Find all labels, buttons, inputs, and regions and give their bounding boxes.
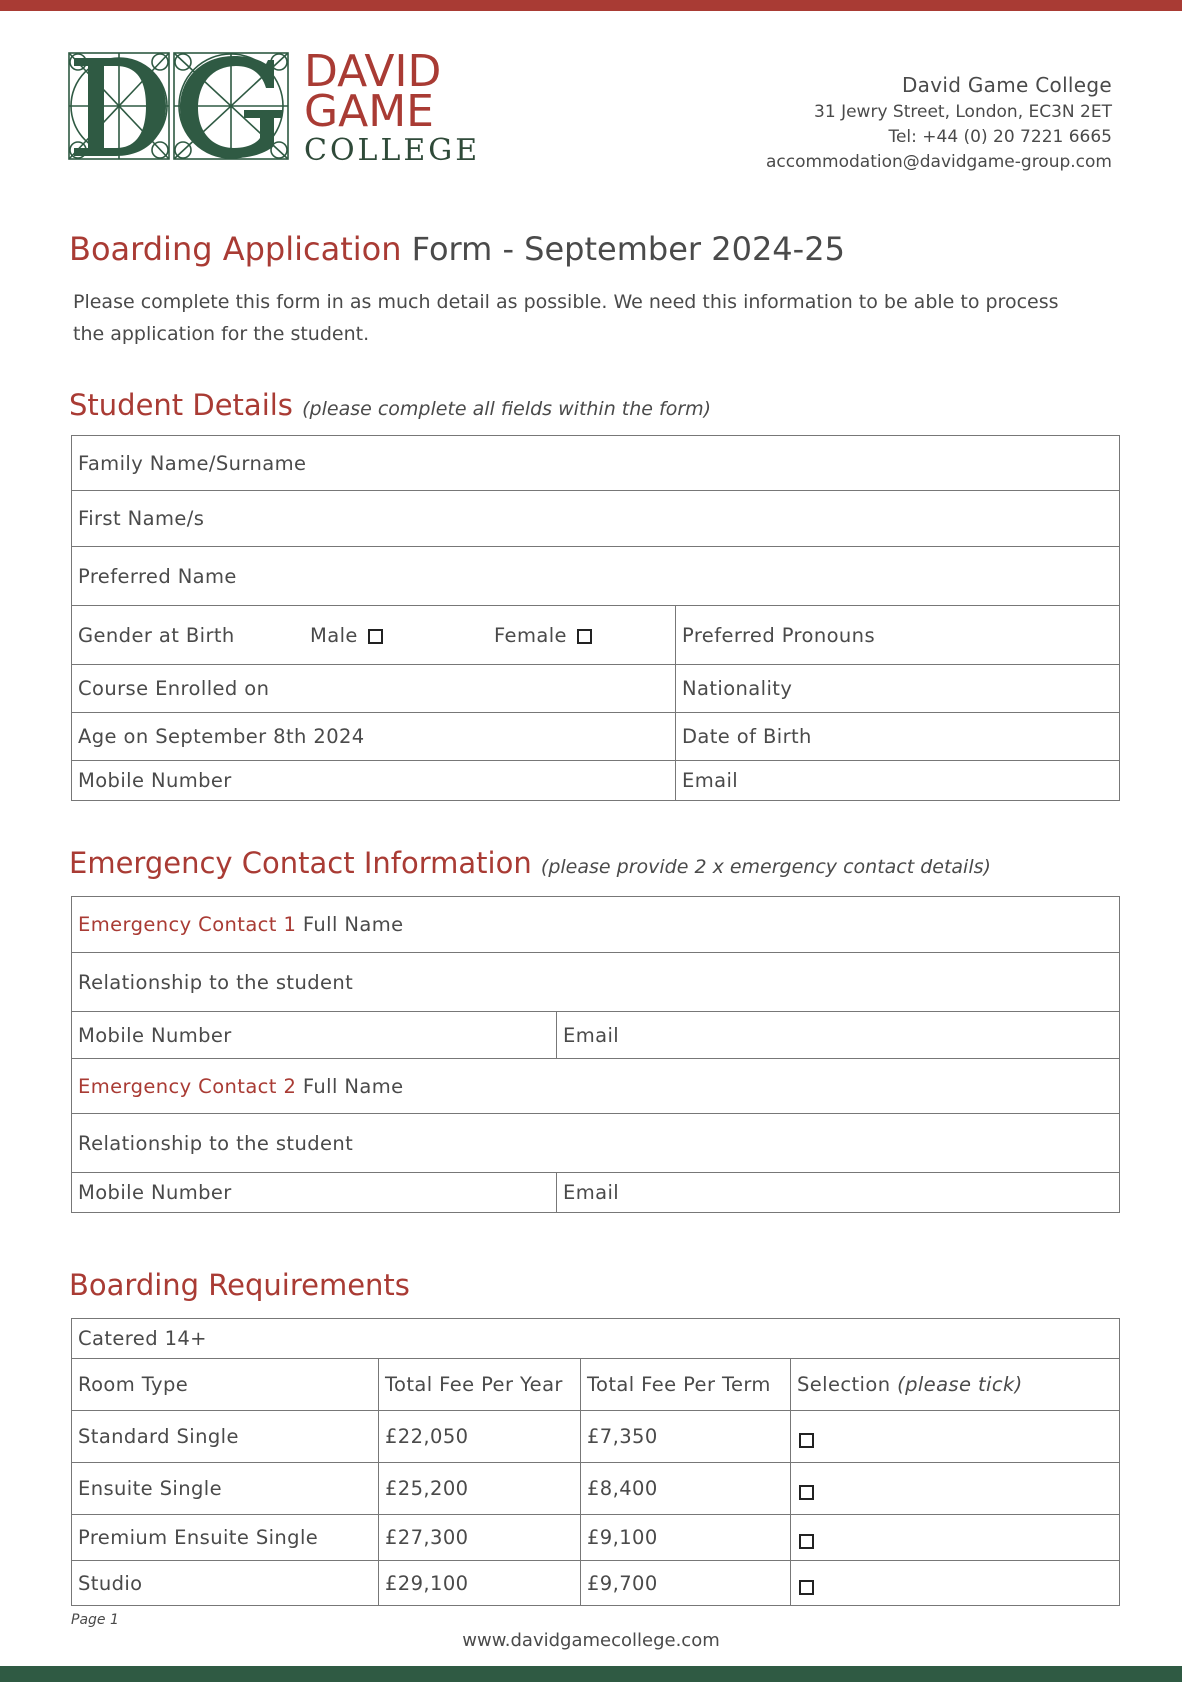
selection-note: (please tick): [897, 1373, 1023, 1396]
emergency-contact-2-name-field[interactable]: [72, 1059, 1120, 1114]
gender-at-birth-cell: [72, 606, 676, 665]
premium-ensuite-single-checkbox[interactable]: [799, 1534, 814, 1549]
logo-word-game: GAME: [304, 86, 434, 137]
college-logo: [68, 46, 481, 168]
emergency-contact-1-full-name-label: Full Name: [302, 913, 404, 936]
form-title-rest: Form - September 2024-25: [401, 230, 845, 268]
fee-per-term-cell: £9,100: [581, 1515, 791, 1561]
nationality-field[interactable]: Nationality: [676, 665, 1120, 713]
column-header-selection: [791, 1359, 1120, 1411]
boarding-requirements-heading: Boarding Requirements: [69, 1268, 410, 1302]
fee-per-term-cell: £7,350: [581, 1411, 791, 1463]
room-type-cell: Standard Single: [72, 1411, 379, 1463]
family-name-field[interactable]: Family Name/Surname: [72, 436, 1120, 491]
form-title: [69, 230, 845, 268]
student-details-title: Student Details: [69, 388, 293, 422]
fee-per-year-cell: £29,100: [379, 1561, 581, 1606]
student-details-table: [71, 435, 1120, 801]
selection-cell: [791, 1561, 1120, 1606]
fee-per-year-cell: £27,300: [379, 1515, 581, 1561]
college-phone: Tel: +44 (0) 20 7221 6665: [888, 127, 1112, 147]
emergency-contact-1-mobile-field[interactable]: Mobile Number: [72, 1012, 557, 1059]
table-row: [72, 1515, 1120, 1561]
gender-option-female[interactable]: [494, 624, 592, 647]
emergency-contact-heading: [69, 846, 991, 880]
emergency-contact-title: Emergency Contact Information: [69, 846, 532, 880]
emergency-contact-1-name-field[interactable]: [72, 897, 1120, 953]
footer-website[interactable]: www.davidgamecollege.com: [462, 1630, 720, 1651]
studio-checkbox[interactable]: [799, 1580, 814, 1595]
college-email: accommodation@davidgame-group.com: [765, 152, 1112, 172]
top-accent-bar: [0, 0, 1182, 11]
column-header-fee-per-term: Total Fee Per Term: [581, 1359, 791, 1411]
fee-per-year-cell: £22,050: [379, 1411, 581, 1463]
standard-single-checkbox[interactable]: [799, 1433, 814, 1448]
boarding-category: Catered 14+: [72, 1319, 1120, 1359]
preferred-name-field[interactable]: Preferred Name: [72, 547, 1120, 606]
column-header-room-type: Room Type: [72, 1359, 379, 1411]
female-checkbox[interactable]: [577, 629, 592, 644]
table-row: [72, 1411, 1120, 1463]
selection-cell: [791, 1411, 1120, 1463]
emergency-contact-note: (please provide 2 x emergency contact details): [540, 856, 991, 878]
student-details-heading: [69, 388, 711, 422]
selection-cell: [791, 1515, 1120, 1561]
logo-word-david: DAVID: [304, 46, 442, 97]
emergency-contact-1-email-field[interactable]: Email: [557, 1012, 1120, 1059]
page-number: Page 1: [71, 1612, 119, 1628]
male-label: Male: [310, 623, 358, 647]
emergency-contact-1-label: Emergency Contact 1: [78, 913, 297, 936]
boarding-requirements-table: [71, 1318, 1120, 1606]
course-enrolled-field[interactable]: Course Enrolled on: [72, 665, 676, 713]
emergency-contact-2-email-field[interactable]: Email: [557, 1173, 1120, 1213]
emergency-contact-1-relationship-field[interactable]: Relationship to the student: [72, 953, 1120, 1012]
age-field[interactable]: Age on September 8th 2024: [72, 713, 676, 761]
gender-option-male[interactable]: [310, 624, 494, 647]
logo-word-college: COLLEGE: [304, 133, 481, 168]
date-of-birth-field[interactable]: Date of Birth: [676, 713, 1120, 761]
college-name: David Game College: [901, 73, 1112, 97]
fee-per-year-cell: £25,200: [379, 1463, 581, 1515]
table-row: [72, 1561, 1120, 1606]
student-mobile-field[interactable]: Mobile Number: [72, 761, 676, 801]
dg-monogram-icon: [68, 52, 290, 162]
selection-cell: [791, 1463, 1120, 1515]
emergency-contact-2-mobile-field[interactable]: Mobile Number: [72, 1173, 557, 1213]
form-title-accent: Boarding Application: [69, 230, 402, 268]
table-row: [72, 1463, 1120, 1515]
fee-per-term-cell: £8,400: [581, 1463, 791, 1515]
college-address: 31 Jewry Street, London, EC3N 2ET: [814, 102, 1112, 122]
ensuite-single-checkbox[interactable]: [799, 1485, 814, 1500]
preferred-pronouns-field[interactable]: Preferred Pronouns: [676, 606, 1120, 665]
emergency-contact-table: [71, 896, 1120, 1213]
gender-label: Gender at Birth: [78, 623, 235, 647]
selection-label: Selection: [797, 1373, 891, 1396]
female-label: Female: [494, 623, 567, 647]
emergency-contact-2-label: Emergency Contact 2: [78, 1074, 297, 1098]
fee-per-term-cell: £9,700: [581, 1561, 791, 1606]
college-contact-block: [766, 70, 1112, 175]
emergency-contact-2-relationship-field[interactable]: Relationship to the student: [72, 1114, 1120, 1173]
column-header-fee-per-year: Total Fee Per Year: [379, 1359, 581, 1411]
room-type-cell: Studio: [72, 1561, 379, 1606]
room-type-cell: Premium Ensuite Single: [72, 1515, 379, 1561]
bottom-brand-bar: [0, 1666, 1182, 1682]
logo-wordmark: [304, 46, 481, 170]
room-type-cell: Ensuite Single: [72, 1463, 379, 1515]
form-intro: Please complete this form in as much detail as possible. We need this information to be able to process the application for the student.: [73, 291, 1059, 345]
emergency-contact-2-full-name-label: Full Name: [302, 1074, 404, 1098]
male-checkbox[interactable]: [368, 629, 383, 644]
first-name-field[interactable]: First Name/s: [72, 491, 1120, 547]
student-details-note: (please complete all fields within the form): [302, 398, 712, 420]
student-email-field[interactable]: Email: [676, 761, 1120, 801]
